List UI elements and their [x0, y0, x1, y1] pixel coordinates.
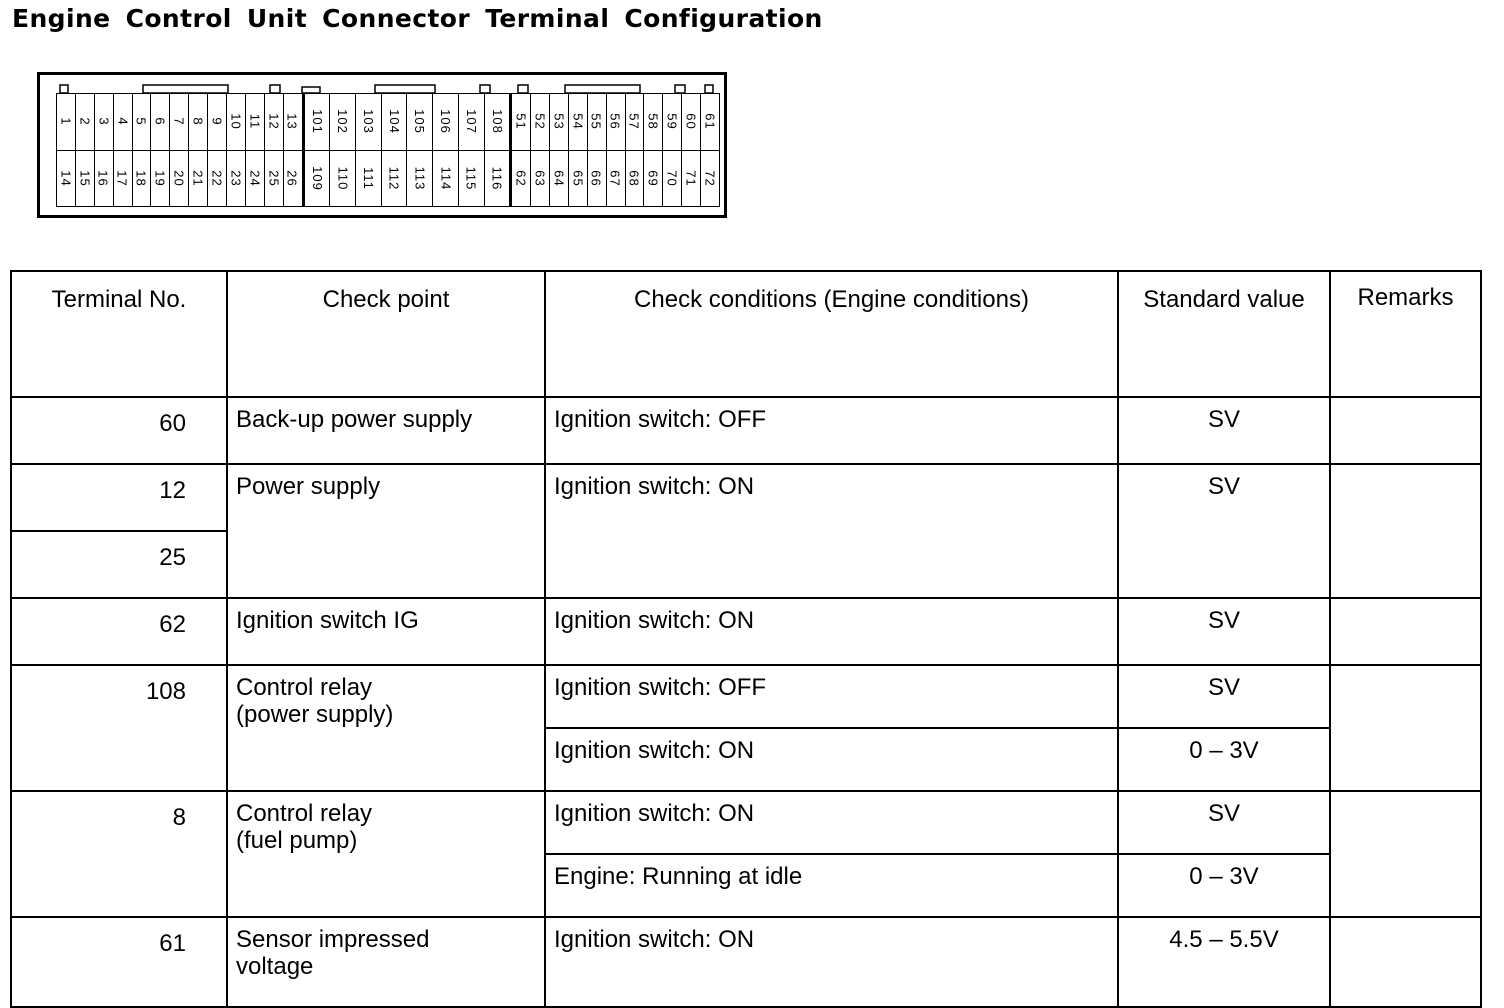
connector-pin: [208, 151, 226, 207]
header-conditions: Check conditions (Engine conditions): [545, 271, 1118, 397]
connector-pin: [644, 151, 662, 207]
table-row: [11, 397, 1481, 464]
connector-pin: [382, 151, 407, 207]
pin-column: [356, 94, 382, 206]
pin-number: 65: [570, 170, 586, 187]
condition-cell: Ignition switch: ON: [545, 464, 1118, 598]
pin-column: [246, 94, 265, 206]
pin-number: 11: [247, 114, 263, 130]
table-row: [11, 464, 1481, 531]
condition-cell: Ignition switch: ON: [545, 728, 1118, 791]
check-point-cell: Ignition switch IG: [227, 598, 545, 665]
connector-pin: [569, 94, 587, 151]
pin-column: [607, 94, 626, 206]
pin-number: 104: [386, 109, 402, 135]
pin-column: [227, 94, 246, 206]
pin-number: 22: [209, 170, 225, 187]
page-title: Engine Control Unit Connector Terminal Configuration: [12, 4, 823, 33]
pin-number: 52: [532, 113, 548, 130]
check-point-cell: Power supply: [227, 464, 545, 598]
pin-number: 4: [115, 117, 131, 126]
condition-cell: Ignition switch: OFF: [545, 665, 1118, 728]
header-remarks: Remarks: [1330, 271, 1481, 397]
pin-number: 24: [247, 170, 263, 187]
connector-pin: [701, 151, 719, 207]
connector-pin: [433, 94, 458, 151]
connector-pin: [701, 94, 719, 151]
pin-number: 71: [683, 170, 699, 187]
pin-number: 58: [645, 113, 661, 130]
condition-cell: Ignition switch: OFF: [545, 397, 1118, 464]
connector-pin: [644, 94, 662, 151]
connector-pin: [531, 94, 549, 151]
pin-number: 63: [532, 170, 548, 187]
condition-cell: Ignition switch: ON: [545, 791, 1118, 854]
pin-number: 67: [608, 170, 624, 187]
pin-number: 18: [134, 170, 149, 187]
pin-column: [531, 94, 550, 206]
connector-pin: [512, 94, 530, 151]
connector-pin: [114, 151, 132, 207]
header-standard-value: Standard value: [1118, 271, 1330, 397]
pin-number: 57: [626, 113, 642, 130]
pin-number: 101: [309, 109, 325, 135]
check-point-cell: [227, 917, 545, 1007]
connector-diagram: [37, 72, 727, 218]
pin-number: 53: [551, 113, 567, 130]
connector-pin: [114, 94, 132, 151]
check-point-cell: [227, 791, 545, 917]
pin-column: [95, 94, 114, 206]
pin-number: 102: [335, 109, 351, 135]
pin-number: 3: [96, 117, 112, 126]
connector-pin: [626, 151, 644, 207]
pin-column: [382, 94, 408, 206]
table-row: [11, 917, 1481, 1007]
pin-number: 60: [683, 113, 699, 130]
connector-pin: [663, 94, 681, 151]
pin-number: 68: [626, 170, 642, 187]
check-point-cell: [227, 665, 545, 791]
connector-pin: [265, 94, 283, 151]
connector-pin: [407, 94, 432, 151]
pin-column: [459, 94, 485, 206]
table-header-row: [11, 271, 1481, 397]
pin-number: 10: [228, 113, 244, 130]
pin-column: [76, 94, 95, 206]
pin-column: [550, 94, 569, 206]
connector-pin: [407, 151, 432, 207]
pin-column: [284, 94, 305, 206]
remarks-cell: [1330, 665, 1481, 791]
pin-number: 15: [77, 170, 93, 187]
pin-number: 109: [309, 165, 325, 191]
pin-number: 23: [228, 170, 244, 187]
pin-column: [133, 94, 152, 206]
pin-column: [512, 94, 531, 206]
pin-number: 66: [589, 170, 605, 187]
connector-pin: [170, 94, 188, 151]
connector-pin: [208, 94, 226, 151]
connector-pin-grid: [56, 93, 720, 207]
check-point-line-2: (power supply): [236, 701, 394, 728]
connector-pin: [133, 151, 151, 207]
pin-column: [189, 94, 208, 206]
pin-number: 114: [437, 166, 453, 191]
pin-number: 64: [551, 170, 567, 187]
terminal-table: [10, 270, 1482, 1008]
connector-pin: [151, 151, 169, 207]
standard-value-cell: SV: [1118, 397, 1330, 464]
connector-pin: [588, 151, 606, 207]
pin-number: 14: [58, 170, 74, 187]
pin-column: [485, 94, 513, 206]
pin-number: 55: [589, 113, 605, 130]
connector-pin: [170, 151, 188, 207]
standard-value-cell: 4.5 – 5.5V: [1118, 917, 1330, 1007]
connector-pin: [512, 151, 530, 207]
pin-column: [588, 94, 607, 206]
pin-number: 112: [386, 166, 402, 191]
pin-number: 26: [285, 170, 301, 187]
pin-column: [151, 94, 170, 206]
pin-column: [170, 94, 189, 206]
standard-value-cell: SV: [1118, 464, 1330, 598]
pin-column: [701, 94, 719, 206]
header-terminal: Terminal No.: [11, 271, 227, 397]
pin-column: [305, 94, 331, 206]
connector-pin: [246, 151, 264, 207]
pin-number: 17: [115, 170, 131, 187]
remarks-cell: [1330, 917, 1481, 1007]
table-row: [11, 665, 1481, 728]
connector-pin: [682, 151, 700, 207]
connector-pin: [95, 151, 113, 207]
pin-column: [569, 94, 588, 206]
check-point-line-2: (fuel pump): [236, 827, 358, 854]
pin-column: [663, 94, 682, 206]
connector-pin: [485, 94, 510, 151]
standard-value-cell: SV: [1118, 598, 1330, 665]
pin-number: 105: [412, 109, 428, 135]
pin-number: 70: [664, 170, 680, 187]
check-point-line-1: Control relay: [236, 674, 373, 701]
condition-cell: Ignition switch: ON: [545, 917, 1118, 1007]
connector-pin: [189, 151, 207, 207]
pin-column: [433, 94, 459, 206]
connector-pin: [95, 94, 113, 151]
pin-column: [626, 94, 645, 206]
terminal-cell: 60: [11, 397, 227, 464]
connector-pin: [459, 94, 484, 151]
connector-pin: [76, 94, 94, 151]
pin-number: 2: [77, 117, 93, 126]
terminal-cell: 12: [11, 464, 227, 531]
connector-pin: [76, 151, 94, 207]
connector-pin: [607, 151, 625, 207]
connector-pin: [265, 151, 283, 207]
pin-number: 19: [152, 170, 168, 187]
connector-pin: [550, 94, 568, 151]
pin-number: 8: [190, 117, 206, 126]
connector-pin: [57, 151, 75, 207]
pin-column: [330, 94, 356, 206]
connector-pin: [305, 94, 330, 151]
pin-column: [644, 94, 663, 206]
table-row: [11, 791, 1481, 854]
check-point-line-1: Sensor impressed: [236, 926, 430, 953]
pin-number: 61: [702, 113, 718, 130]
pin-number: 51: [513, 113, 529, 130]
connector-pin: [284, 94, 302, 151]
connector-pin: [330, 151, 355, 207]
connector-pin: [305, 151, 330, 207]
terminal-cell: 8: [11, 791, 227, 917]
connector-pin: [531, 151, 549, 207]
connector-pin: [189, 94, 207, 151]
check-point-cell: Back-up power supply: [227, 397, 545, 464]
pin-number: 115: [463, 166, 479, 191]
terminal-cell: 61: [11, 917, 227, 1007]
pin-number: 116: [489, 166, 505, 191]
connector-pin: [382, 94, 407, 151]
pin-number: 59: [664, 113, 680, 130]
pin-column: [114, 94, 133, 206]
pin-number: 72: [702, 170, 718, 187]
pin-number: 107: [463, 109, 479, 135]
standard-value-cell: 0 – 3V: [1118, 728, 1330, 791]
pin-number: 108: [489, 109, 505, 135]
pin-column: [407, 94, 433, 206]
pin-number: 69: [645, 170, 661, 187]
connector-pin: [57, 94, 75, 151]
standard-value-cell: SV: [1118, 665, 1330, 728]
pin-number: 62: [513, 170, 529, 187]
pin-number: 21: [190, 170, 206, 187]
terminal-cell: 25: [11, 531, 227, 598]
remarks-cell: [1330, 464, 1481, 598]
connector-pin: [459, 151, 484, 207]
check-point-line-2: voltage: [236, 953, 314, 980]
pin-number: 9: [209, 117, 225, 126]
connector-pin: [151, 94, 169, 151]
connector-pin: [356, 94, 381, 151]
header-check-point: Check point: [227, 271, 545, 397]
pin-number: 56: [608, 113, 624, 130]
connector-pin: [284, 151, 302, 207]
pin-number: 54: [570, 113, 586, 130]
pin-number: 106: [437, 109, 453, 135]
pin-column: [57, 94, 76, 206]
connector-pin: [607, 94, 625, 151]
connector-pin: [330, 94, 355, 151]
connector-pin: [133, 94, 151, 151]
remarks-cell: [1330, 791, 1481, 917]
connector-pin: [433, 151, 458, 207]
pin-column: [682, 94, 701, 206]
pin-column: [208, 94, 227, 206]
terminal-cell: 108: [11, 665, 227, 791]
pin-number: 103: [360, 109, 376, 135]
pin-number: 20: [171, 170, 187, 187]
standard-value-cell: 0 – 3V: [1118, 854, 1330, 917]
connector-pin: [682, 94, 700, 151]
pin-number: 110: [335, 166, 351, 191]
check-point-line-1: Control relay: [236, 800, 373, 827]
connector-pin: [246, 94, 264, 151]
pin-number: 113: [412, 166, 428, 191]
pin-number: 25: [266, 170, 282, 187]
connector-pin: [588, 94, 606, 151]
pin-number: 6: [152, 117, 168, 126]
connector-pin: [227, 151, 245, 207]
pin-number: 1: [58, 117, 74, 126]
pin-column: [265, 94, 284, 206]
connector-pin: [356, 151, 381, 207]
remarks-cell: [1330, 598, 1481, 665]
connector-pin: [663, 151, 681, 207]
condition-cell: Ignition switch: ON: [545, 598, 1118, 665]
condition-cell: Engine: Running at idle: [545, 854, 1118, 917]
pin-number: 5: [134, 117, 150, 126]
pin-number: 16: [96, 170, 112, 187]
pin-number: 111: [360, 166, 376, 190]
table-row: [11, 598, 1481, 665]
connector-pin: [569, 151, 587, 207]
pin-number: 13: [285, 113, 301, 130]
pin-number: 7: [171, 117, 187, 126]
connector-pin: [550, 151, 568, 207]
connector-pin: [227, 94, 245, 151]
connector-pin: [626, 94, 644, 151]
terminal-cell: 62: [11, 598, 227, 665]
remarks-cell: [1330, 397, 1481, 464]
pin-number: 12: [266, 113, 282, 130]
connector-pin: [485, 151, 510, 207]
standard-value-cell: SV: [1118, 791, 1330, 854]
